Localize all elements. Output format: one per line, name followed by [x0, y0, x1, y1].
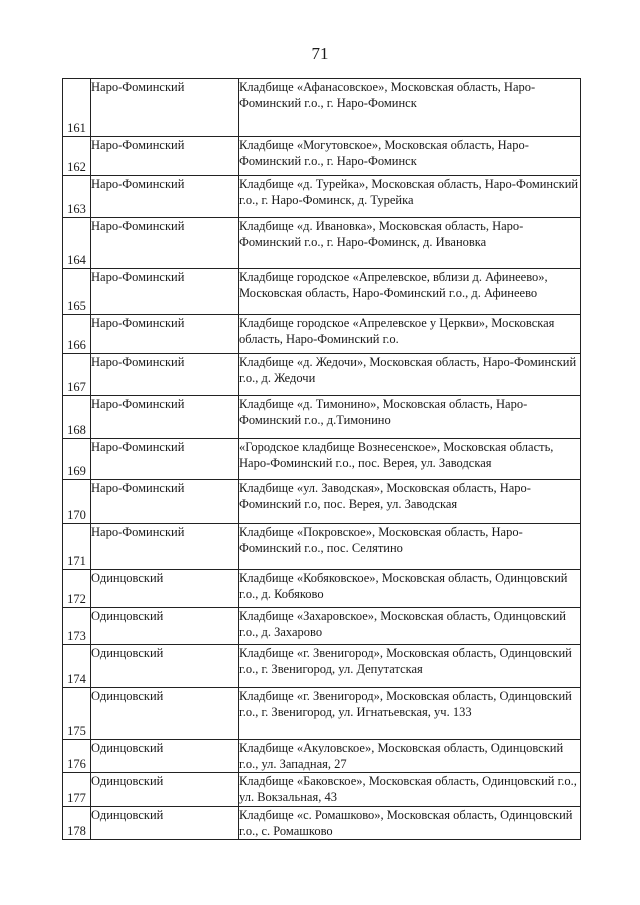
district-name: Одинцовский [91, 645, 239, 688]
row-number: 165 [63, 269, 91, 315]
district-name: Одинцовский [91, 608, 239, 645]
table-row [63, 740, 581, 773]
table-row [63, 480, 581, 524]
cemetery-description: Кладбище городское «Апрелевское у Церкви», Московская область, Наро-Фоминский г.о. [239, 315, 581, 354]
cemetery-description: Кладбище «Афанасовское», Московская область, Наро-Фоминский г.о., г. Наро-Фоминск [239, 79, 581, 137]
district-name: Наро-Фоминский [91, 524, 239, 570]
district-name: Наро-Фоминский [91, 315, 239, 354]
table-row [63, 807, 581, 840]
table-row [63, 396, 581, 439]
cemetery-description: Кладбище «Захаровское», Московская область, Одинцовский г.о., д. Захарово [239, 608, 581, 645]
cemetery-description: Кладбище «Баковское», Московская область, Одинцовский г.о., ул. Вокзальная, 43 [239, 773, 581, 807]
row-number: 164 [63, 218, 91, 269]
table-row [63, 773, 581, 807]
row-number: 171 [63, 524, 91, 570]
row-number: 168 [63, 396, 91, 439]
district-name: Одинцовский [91, 570, 239, 608]
cemetery-description: «Городское кладбище Вознесенское», Московская область, Наро-Фоминский г.о., пос. Верея, ул. Заводская [239, 439, 581, 480]
cemetery-description: Кладбище «д. Турейка», Московская область, Наро-Фоминский г.о., г. Наро-Фоминск, д. Турейка [239, 176, 581, 218]
table-row [63, 79, 581, 137]
cemetery-description: Кладбище «д. Ивановка», Московская область, Наро-Фоминский г.о., г. Наро-Фоминск, д. Ивановка [239, 218, 581, 269]
row-number: 169 [63, 439, 91, 480]
table-row [63, 137, 581, 176]
table-row [63, 315, 581, 354]
row-number: 174 [63, 645, 91, 688]
district-name: Наро-Фоминский [91, 218, 239, 269]
cemetery-description: Кладбище «г. Звенигород», Московская область, Одинцовский г.о., г. Звенигород, ул. Игнатьевская, уч. 133 [239, 688, 581, 740]
cemetery-description: Кладбище «Покровское», Московская область, Наро-Фоминский г.о., пос. Селятино [239, 524, 581, 570]
row-number: 162 [63, 137, 91, 176]
row-number: 163 [63, 176, 91, 218]
row-number: 170 [63, 480, 91, 524]
district-name: Одинцовский [91, 807, 239, 840]
cemetery-table [62, 78, 581, 840]
table-row [63, 688, 581, 740]
table-row [63, 645, 581, 688]
district-name: Одинцовский [91, 740, 239, 773]
cemetery-table-body [63, 79, 581, 840]
row-number: 172 [63, 570, 91, 608]
row-number: 177 [63, 773, 91, 807]
table-row [63, 570, 581, 608]
district-name: Наро-Фоминский [91, 480, 239, 524]
row-number: 167 [63, 354, 91, 396]
cemetery-description: Кладбище «Могутовское», Московская область, Наро-Фоминский г.о., г. Наро-Фоминск [239, 137, 581, 176]
table-row [63, 439, 581, 480]
table-row [63, 524, 581, 570]
district-name: Наро-Фоминский [91, 439, 239, 480]
table-row [63, 218, 581, 269]
cemetery-description: Кладбище «г. Звенигород», Московская область, Одинцовский г.о., г. Звенигород, ул. Депутатская [239, 645, 581, 688]
table-row [63, 176, 581, 218]
cemetery-description: Кладбище «Акуловское», Московская область, Одинцовский г.о., ул. Западная, 27 [239, 740, 581, 773]
cemetery-description: Кладбище «с. Ромашково», Московская область, Одинцовский г.о., с. Ромашково [239, 807, 581, 840]
district-name: Наро-Фоминский [91, 354, 239, 396]
cemetery-description: Кладбище городское «Апрелевское, вблизи д. Афинеево», Московская область, Наро-Фоминский г.о., д. Афинеево [239, 269, 581, 315]
district-name: Одинцовский [91, 773, 239, 807]
row-number: 161 [63, 79, 91, 137]
row-number: 176 [63, 740, 91, 773]
page-number: 71 [311, 44, 329, 63]
row-number: 178 [63, 807, 91, 840]
row-number: 173 [63, 608, 91, 645]
district-name: Наро-Фоминский [91, 79, 239, 137]
district-name: Наро-Фоминский [91, 176, 239, 218]
cemetery-description: Кладбище «ул. Заводская», Московская область, Наро-Фоминский г.о, пос. Верея, ул. Заводская [239, 480, 581, 524]
district-name: Наро-Фоминский [91, 269, 239, 315]
district-name: Одинцовский [91, 688, 239, 740]
cemetery-description: Кладбище «д. Тимонино», Московская область, Наро-Фоминский г.о., д.Тимонино [239, 396, 581, 439]
district-name: Наро-Фоминский [91, 396, 239, 439]
row-number: 166 [63, 315, 91, 354]
cemetery-description: Кладбище «Кобяковское», Московская область, Одинцовский г.о., д. Кобяково [239, 570, 581, 608]
row-number: 175 [63, 688, 91, 740]
table-row [63, 269, 581, 315]
district-name: Наро-Фоминский [91, 137, 239, 176]
cemetery-description: Кладбище «д. Жедочи», Московская область, Наро-Фоминский г.о., д. Жедочи [239, 354, 581, 396]
table-row [63, 608, 581, 645]
table-row [63, 354, 581, 396]
